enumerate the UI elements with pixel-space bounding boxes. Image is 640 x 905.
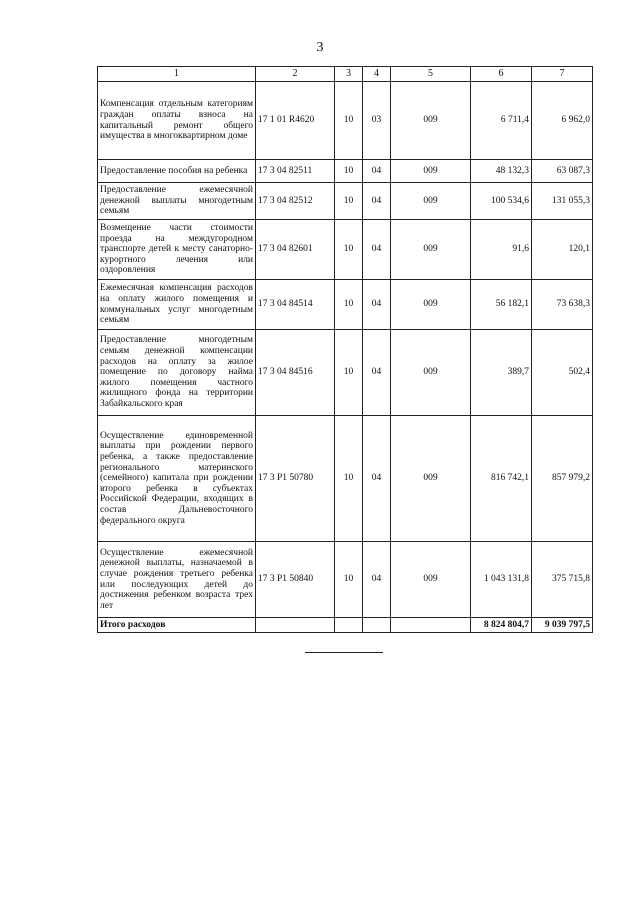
row-type: 009 (391, 183, 471, 220)
column-header: 7 (532, 67, 593, 82)
row-type: 009 (391, 542, 471, 618)
row-type: 009 (391, 280, 471, 330)
row-value-col6: 56 182,1 (471, 280, 532, 330)
row-name: Предоставление ежемесячной денежной выплаты многодетным семьям (98, 183, 256, 220)
row-code: 17 1 01 R4620 (256, 82, 335, 160)
row-subsection: 04 (363, 220, 391, 280)
total-value-col7: 9 039 797,5 (532, 618, 593, 633)
row-value-col6: 816 742,1 (471, 416, 532, 542)
row-name: Предоставление многодетным семьям денежной компенсации расходов на оплату за жилое помещение по договору найма жилого помещения частного жилищного фонда на территории Забайкальского края (98, 330, 256, 416)
row-value-col7: 6 962,0 (532, 82, 593, 160)
row-section: 10 (335, 220, 363, 280)
total-row (98, 618, 593, 633)
row-type: 009 (391, 160, 471, 183)
row-section: 10 (335, 82, 363, 160)
row-section: 10 (335, 416, 363, 542)
row-section: 10 (335, 183, 363, 220)
row-value-col7: 120,1 (532, 220, 593, 280)
column-header: 6 (471, 67, 532, 82)
row-code: 17 3 04 82601 (256, 220, 335, 280)
row-type: 009 (391, 220, 471, 280)
row-section: 10 (335, 160, 363, 183)
row-code: 17 3 04 82512 (256, 183, 335, 220)
row-value-col6: 48 132,3 (471, 160, 532, 183)
row-subsection: 03 (363, 82, 391, 160)
column-header: 4 (363, 67, 391, 82)
row-name: Осуществление единовременной выплаты при рождении первого ребенка, а также предоставление регионального материнского (семейного) капитала при рождении второго ребенка в субъектах Российской Федерации, входящих в состав Дальневосточного федерального округа (98, 416, 256, 542)
row-code: 17 3 P1 50780 (256, 416, 335, 542)
table-row (98, 82, 593, 160)
row-subsection: 04 (363, 183, 391, 220)
page-number: 3 (316, 40, 324, 55)
row-type: 009 (391, 330, 471, 416)
row-subsection: 04 (363, 330, 391, 416)
row-value-col6: 6 711,4 (471, 82, 532, 160)
row-name: Предоставление пособия на ребенка (98, 160, 256, 183)
closing-line (305, 652, 383, 653)
column-header: 2 (256, 67, 335, 82)
row-value-col6: 389,7 (471, 330, 532, 416)
row-type: 009 (391, 82, 471, 160)
column-header: 1 (98, 67, 256, 82)
table-row (98, 220, 593, 280)
row-section: 10 (335, 542, 363, 618)
row-code: 17 3 04 82511 (256, 160, 335, 183)
row-code: 17 3 P1 50840 (256, 542, 335, 618)
row-code: 17 3 04 84516 (256, 330, 335, 416)
row-subsection: 04 (363, 280, 391, 330)
row-value-col6: 91,6 (471, 220, 532, 280)
table-row (98, 280, 593, 330)
row-value-col6: 1 043 131,8 (471, 542, 532, 618)
row-name: Ежемесячная компенсация расходов на оплату жилого помещения и коммунальных услуг многодетным семьям (98, 280, 256, 330)
row-section: 10 (335, 280, 363, 330)
table-row (98, 330, 593, 416)
row-value-col6: 100 534,6 (471, 183, 532, 220)
row-code: 17 3 04 84514 (256, 280, 335, 330)
row-value-col7: 63 087,3 (532, 160, 593, 183)
row-value-col7: 375 715,8 (532, 542, 593, 618)
row-type: 009 (391, 416, 471, 542)
table-row (98, 160, 593, 183)
row-subsection: 04 (363, 416, 391, 542)
total-label: Итого расходов (98, 618, 256, 633)
table-header-row (98, 67, 593, 82)
row-value-col7: 131 055,3 (532, 183, 593, 220)
expenditure-table (97, 66, 593, 633)
column-header: 3 (335, 67, 363, 82)
row-subsection: 04 (363, 542, 391, 618)
row-value-col7: 73 638,3 (532, 280, 593, 330)
table-row (98, 542, 593, 618)
column-header: 5 (391, 67, 471, 82)
row-section: 10 (335, 330, 363, 416)
row-value-col7: 857 979,2 (532, 416, 593, 542)
total-value-col6: 8 824 804,7 (471, 618, 532, 633)
table-row (98, 416, 593, 542)
row-name: Осуществление ежемесячной денежной выплаты, назначаемой в случае рождения третьего ребенка или последующих детей до достижения ребенком возраста трех лет (98, 542, 256, 618)
row-name: Компенсация отдельным категориям граждан оплаты взноса на капитальный ремонт общего имущества в многоквартирном доме (98, 82, 256, 160)
row-value-col7: 502,4 (532, 330, 593, 416)
row-subsection: 04 (363, 160, 391, 183)
row-name: Возмещение части стоимости проезда на междугородном транспорте детей к месту санаторно-курортного лечения или оздоровления (98, 220, 256, 280)
table-row (98, 183, 593, 220)
